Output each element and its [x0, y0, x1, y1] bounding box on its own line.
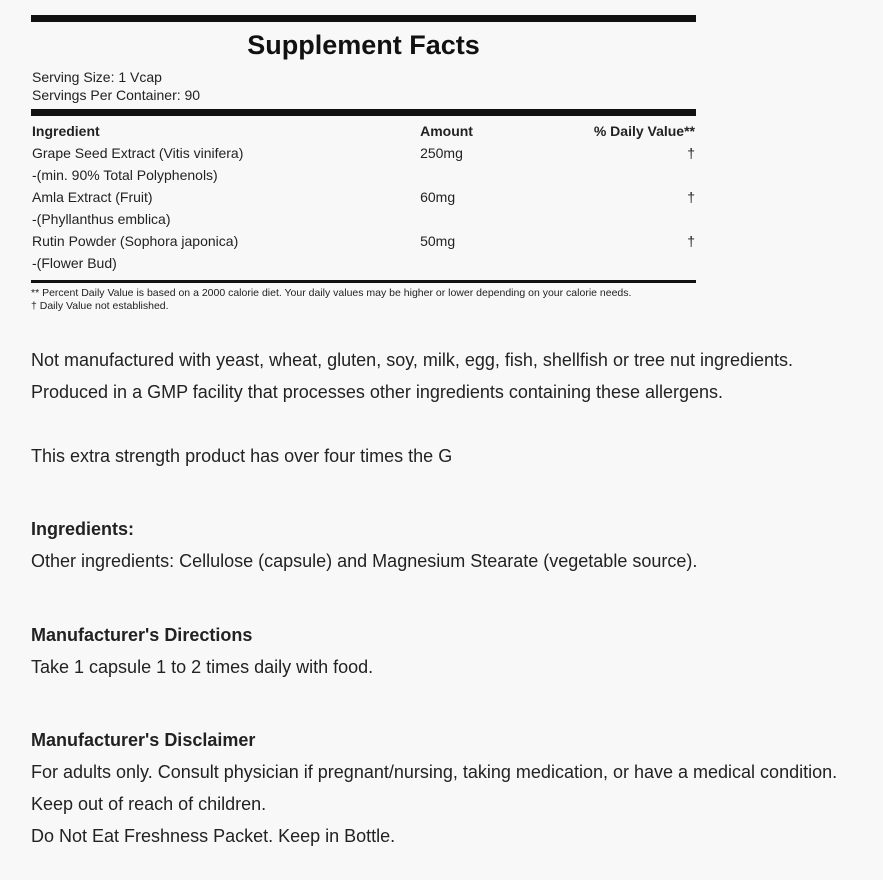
ingredient-sub: -(Phyllanthus emblica) — [32, 211, 171, 227]
serving-size: Serving Size: 1 Vcap — [32, 69, 162, 85]
facts-title: Supplement Facts — [247, 30, 480, 60]
ingredient-name: Grape Seed Extract (Vitis vinifera) — [32, 145, 244, 161]
table-row — [31, 164, 696, 186]
ingredient-sub: -(min. 90% Total Polyphenols) — [32, 167, 218, 183]
supplement-facts-panel — [31, 15, 696, 313]
servings-per-container: Servings Per Container: 90 — [32, 87, 201, 103]
table-row — [31, 230, 696, 252]
ingredient-table — [31, 120, 696, 274]
disclaimer-section — [31, 724, 871, 852]
ingredients-text: Other ingredients: Cellulose (capsule) and Magnesium Stearate (vegetable source). — [31, 551, 698, 571]
ingredient-amount: 60mg — [420, 189, 456, 205]
header-amount: Amount — [420, 123, 473, 139]
footnote-daily-value: ** Percent Daily Value is based on a 2000 calorie diet. Your daily values may be higher or lower depending on your calorie needs. — [31, 287, 632, 299]
directions-heading: Manufacturer's Directions — [31, 625, 253, 645]
footnotes — [31, 287, 696, 313]
allergen-statement — [31, 344, 871, 408]
table-header-row — [31, 120, 696, 142]
middle-rule — [31, 109, 696, 116]
allergen-line-1: Not manufactured with yeast, wheat, gluten, soy, milk, egg, fish, shellfish or tree nut ingredients. — [31, 350, 794, 370]
ingredients-section — [31, 513, 871, 577]
allergen-line-2: Produced in a GMP facility that processes other ingredients containing these allergens. — [31, 382, 724, 402]
strength-statement — [31, 440, 871, 472]
serving-info — [31, 68, 696, 104]
disclaimer-line-3: Do Not Eat Freshness Packet. Keep in Bottle. — [31, 826, 396, 846]
ingredient-daily-value: † — [687, 189, 695, 205]
ingredient-amount: 50mg — [420, 233, 456, 249]
header-ingredient: Ingredient — [32, 123, 100, 139]
disclaimer-line-1: For adults only. Consult physician if pregnant/nursing, taking medication, or have a medical condition. — [31, 762, 838, 782]
ingredient-name: Amla Extract (Fruit) — [32, 189, 153, 205]
ingredients-heading: Ingredients: — [31, 519, 135, 539]
table-row — [31, 208, 696, 230]
directions-text: Take 1 capsule 1 to 2 times daily with food. — [31, 657, 374, 677]
ingredient-sub: -(Flower Bud) — [32, 255, 117, 271]
ingredient-daily-value: † — [687, 233, 695, 249]
ingredient-amount: 250mg — [420, 145, 463, 161]
disclaimer-heading: Manufacturer's Disclaimer — [31, 730, 256, 750]
strength-text: This extra strength product has over four times the G — [31, 446, 453, 466]
table-row — [31, 252, 696, 274]
bottom-rule — [31, 280, 696, 283]
top-rule — [31, 15, 696, 22]
directions-section — [31, 619, 871, 683]
ingredient-daily-value: † — [687, 145, 695, 161]
table-row — [31, 142, 696, 164]
disclaimer-line-2: Keep out of reach of children. — [31, 794, 267, 814]
footnote-not-established: † Daily Value not established. — [31, 300, 169, 312]
ingredient-name: Rutin Powder (Sophora japonica) — [32, 233, 239, 249]
header-daily-value: % Daily Value** — [593, 123, 695, 139]
table-row — [31, 186, 696, 208]
